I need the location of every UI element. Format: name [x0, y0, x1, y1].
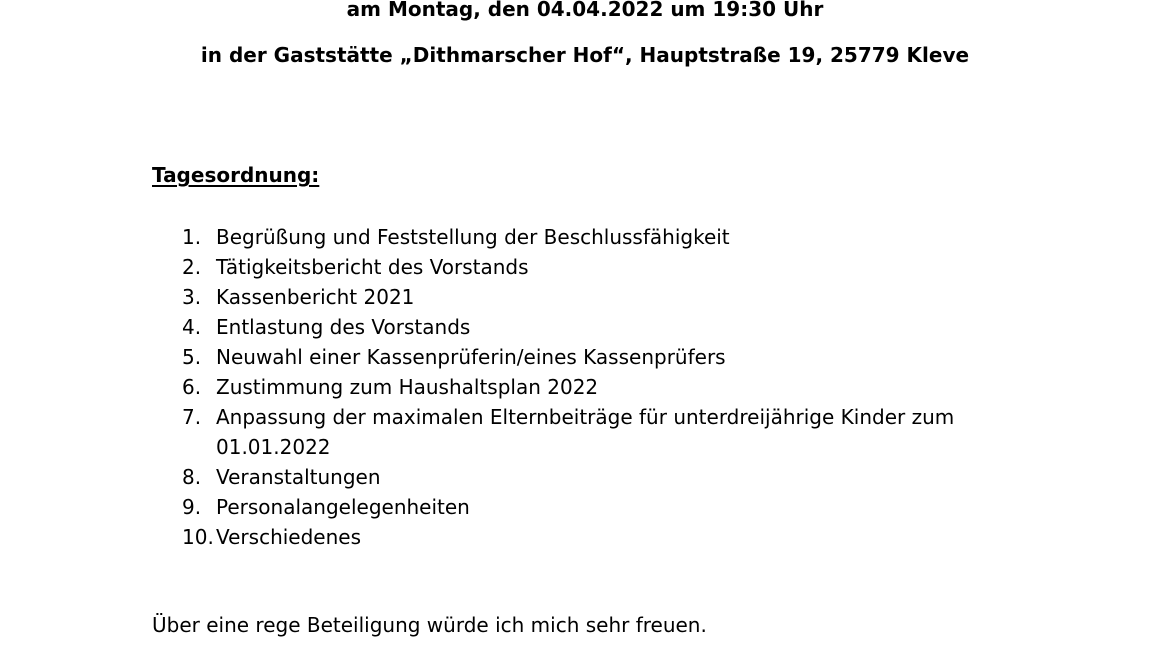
agenda-item-text: Kassenbericht 2021: [216, 285, 415, 309]
agenda-item-number: 2.: [182, 255, 202, 279]
agenda-item: [0, 282, 1170, 312]
agenda-item-number: 6.: [182, 375, 202, 399]
agenda-item: [0, 372, 1170, 402]
closing-sentence: Über eine rege Beteiligung würde ich mich sehr freuen.: [152, 613, 707, 637]
agenda-item-text: Personalangelegenheiten: [216, 495, 470, 519]
agenda-item: [0, 462, 1170, 492]
agenda-item: [0, 222, 1170, 252]
agenda-item-text-continuation: 01.01.2022: [216, 435, 331, 459]
agenda-item-number: 3.: [182, 285, 202, 309]
agenda-item-number: 1.: [182, 225, 202, 249]
agenda-item-number: 10.: [182, 525, 214, 549]
agenda-item-number: 7.: [182, 405, 202, 429]
agenda-item-text: Begrüßung und Feststellung der Beschlussfähigkeit: [216, 225, 730, 249]
agenda-item-text: Verschiedenes: [216, 525, 362, 549]
agenda-item-text: Zustimmung zum Haushaltsplan 2022: [216, 375, 599, 399]
agenda-item: [0, 402, 1170, 462]
agenda-item-text: Veranstaltungen: [216, 465, 381, 489]
agenda-item-number: 5.: [182, 345, 202, 369]
agenda-item-text: Anpassung der maximalen Elternbeiträge für unterdreijährige Kinder zum: [216, 405, 955, 429]
agenda-item-number: 9.: [182, 495, 202, 519]
agenda-item: [0, 252, 1170, 282]
agenda-list: [0, 222, 1170, 552]
agenda-item: [0, 342, 1170, 372]
agenda-item: [0, 492, 1170, 522]
meeting-venue-line: in der Gaststätte „Dithmarscher Hof“, Hauptstraße 19, 25779 Kleve: [200, 43, 970, 67]
agenda-item: [0, 312, 1170, 342]
agenda-item-text: Tätigkeitsbericht des Vorstands: [216, 255, 529, 279]
agenda-item-number: 4.: [182, 315, 202, 339]
agenda-item-number: 8.: [182, 465, 202, 489]
agenda-item: [0, 522, 1170, 552]
meeting-date-line: am Montag, den 04.04.2022 um 19:30 Uhr: [346, 0, 824, 21]
agenda-item-text: Neuwahl einer Kassenprüferin/eines Kassenprüfers: [216, 345, 726, 369]
agenda-title: Tagesordnung:: [152, 163, 320, 187]
agenda-item-text: Entlastung des Vorstands: [216, 315, 471, 339]
